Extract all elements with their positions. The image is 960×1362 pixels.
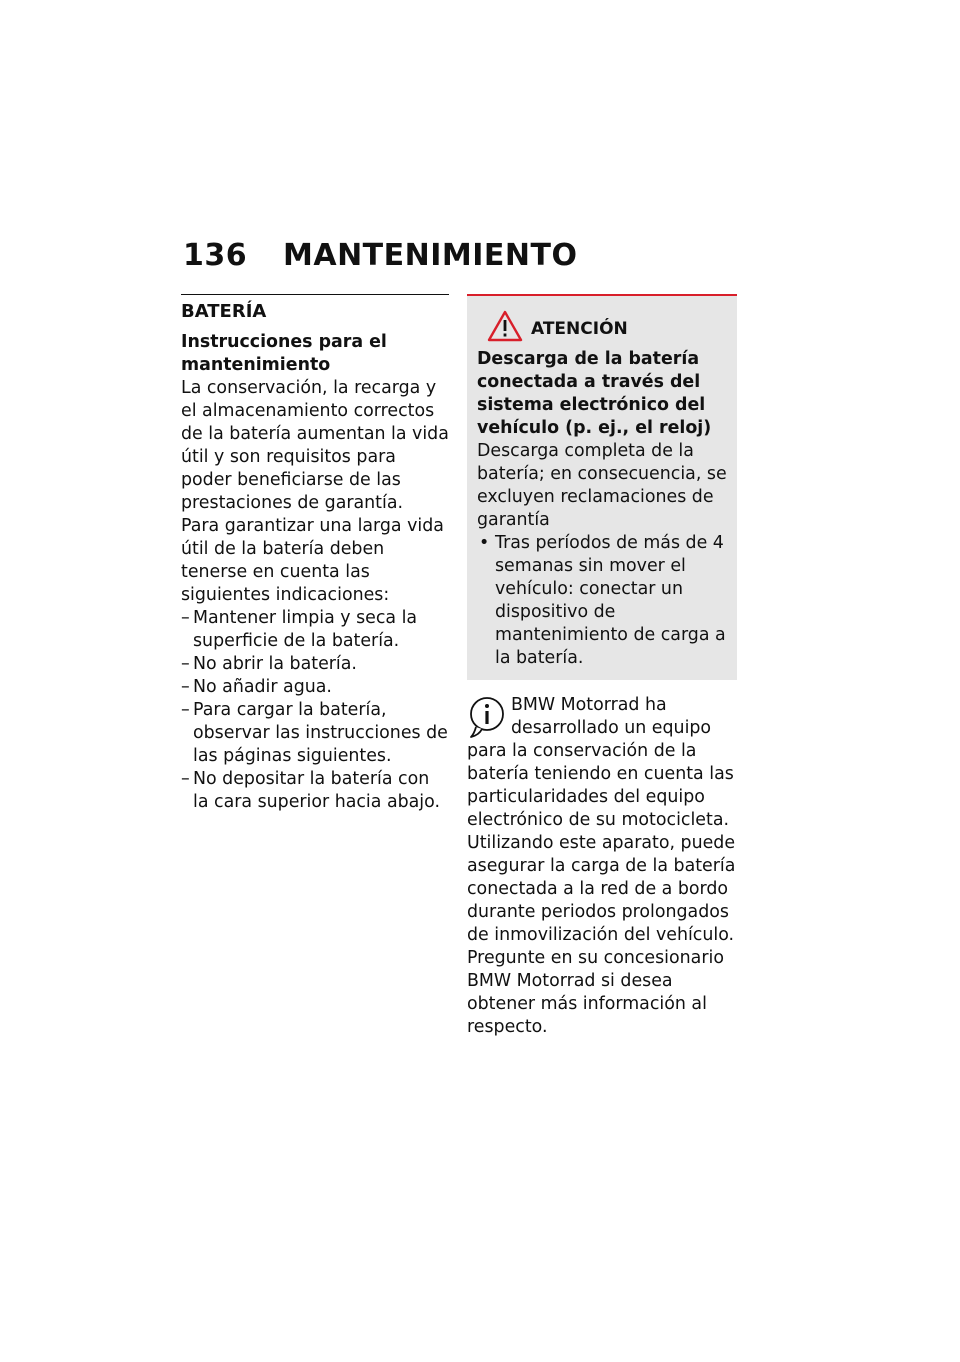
warning-body: Descarga completa de la batería; en consecuencia, se excluyen reclamaciones de garantía xyxy=(477,441,727,530)
right-column xyxy=(467,294,737,1039)
list-item: – Para cargar la batería, observar las instrucciones de las páginas siguientes. xyxy=(181,699,449,768)
warning-heading: Descarga de la batería conectada a través del sistema electrónico del vehículo (p. ej., el reloj) xyxy=(477,349,712,438)
list-item: – No añadir agua. xyxy=(181,676,449,699)
section-rule xyxy=(181,294,449,295)
list-item: • Tras períodos de más de 4 semanas sin mover el vehículo: conectar un dispositivo de mantenimiento de carga a la batería. xyxy=(477,532,727,670)
list-item: – No depositar la batería con la cara superior hacia abajo. xyxy=(181,768,449,814)
section-title: BATERÍA xyxy=(181,301,267,322)
instruction-list xyxy=(181,607,449,814)
warning-box xyxy=(467,294,737,680)
page-number: 136 xyxy=(183,238,248,273)
info-text: BMW Motorrad ha desarrollado un equipo para la conservación de la batería teniendo en cuenta las particularidades del equipo electrónico de su motocicleta. Utilizando este aparato, puede asegurar la carga de la batería conectada a la red de a bordo durante periodos prolongados de inmovilización del vehículo. Pregunte en su concesionario BMW Motorrad si desea obtener más información al respecto. xyxy=(467,695,736,1037)
warning-title: ATENCIÓN xyxy=(531,319,628,339)
list-item: – Mantener limpia y seca la superficie de la batería. xyxy=(181,607,449,653)
warning-bullets xyxy=(477,532,727,670)
left-column xyxy=(181,294,449,814)
info-note xyxy=(467,694,737,1039)
warning-triangle-icon xyxy=(487,310,523,342)
chapter-title: MANTENIMIENTO xyxy=(283,238,578,273)
warning-header xyxy=(477,308,727,348)
subheading: Instrucciones para el mantenimiento xyxy=(181,332,387,375)
indications-paragraph: Para garantizar una larga vida útil de la batería deben tenerse en cuenta las siguientes indicaciones: xyxy=(181,516,444,605)
intro-paragraph: La conservación, la recarga y el almacenamiento correctos de la batería aumentan la vida útil y son requisitos para poder beneficiarse de las prestaciones de garantía. xyxy=(181,378,449,513)
info-icon xyxy=(467,694,507,738)
list-item: – No abrir la batería. xyxy=(181,653,449,676)
